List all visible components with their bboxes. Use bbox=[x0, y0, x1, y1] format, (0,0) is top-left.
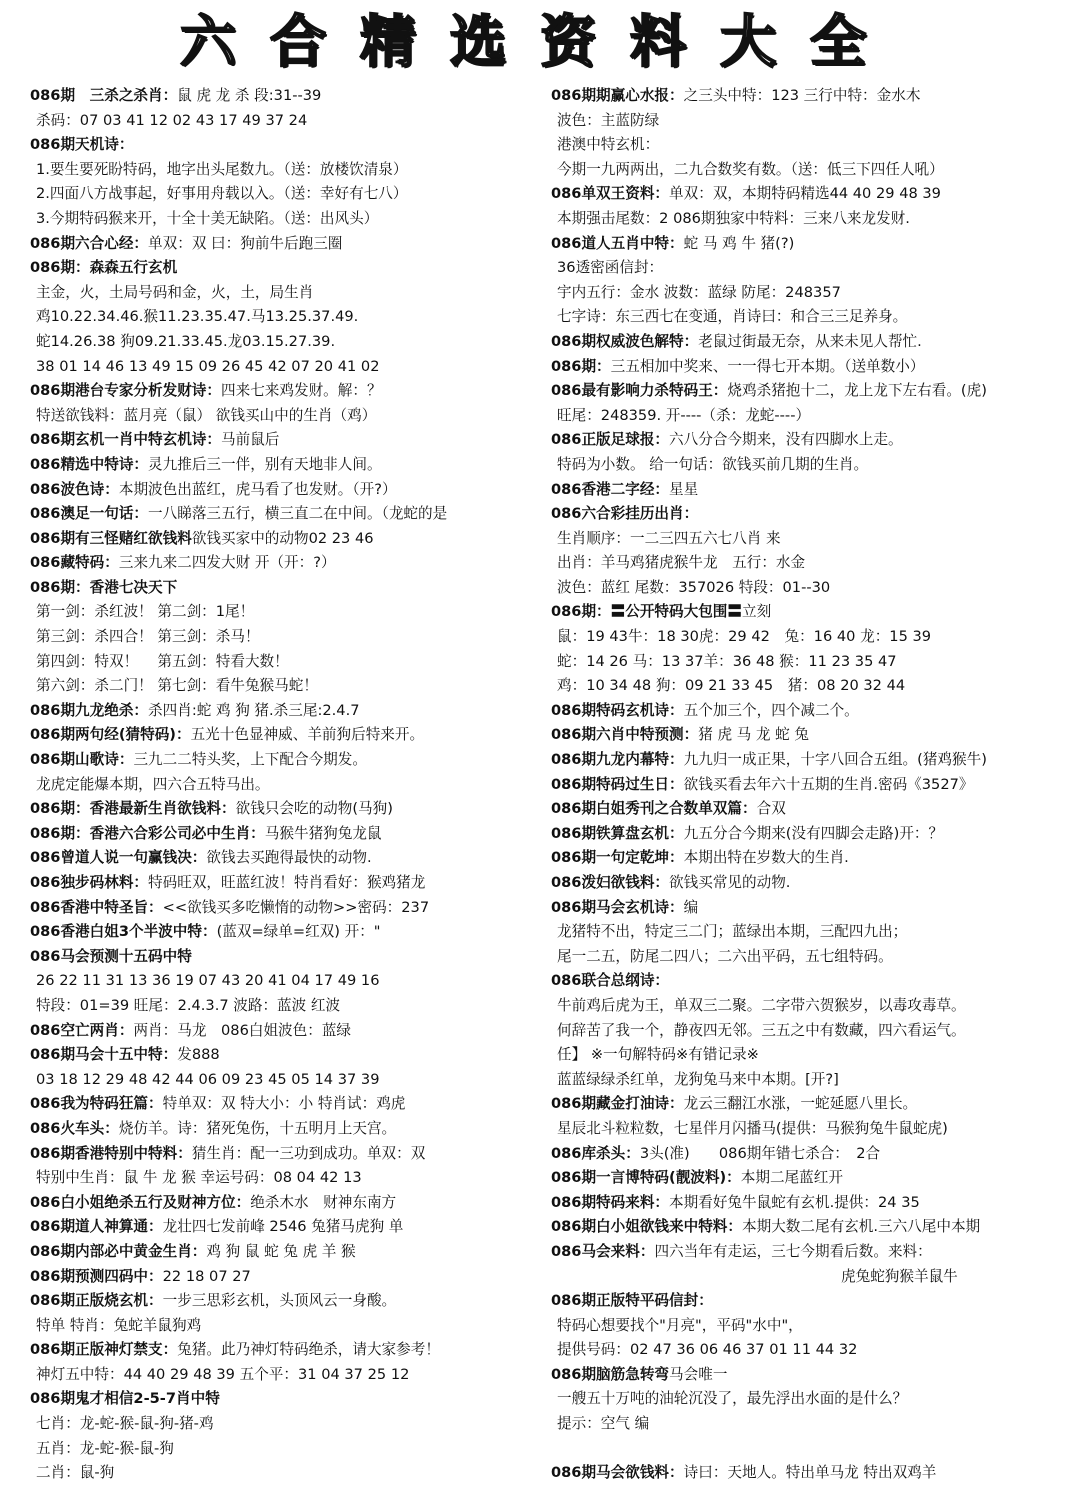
line-heading: 086泼妇欲钱料： bbox=[551, 874, 670, 891]
line-text: 四六当年有走运，三七今期看后数。来料： bbox=[654, 1242, 932, 1260]
line-text: 主金，火，土局号码和金，火，土，局生肖 bbox=[36, 283, 314, 301]
line-heading: 086期 三杀之杀肖： bbox=[30, 87, 178, 104]
left-column bbox=[30, 84, 558, 1486]
left-line bbox=[30, 1142, 558, 1167]
line-heading: 086独步码林料： bbox=[30, 874, 149, 891]
right-line bbox=[551, 1240, 1079, 1265]
line-text: 第一剑：杀红波！ 第二剑：1尾！ bbox=[36, 603, 255, 621]
line-heading: 086期特码来料： bbox=[551, 1193, 670, 1211]
line-text: 欲钱只会吃的动物(马狗) bbox=[235, 800, 393, 818]
left-line bbox=[30, 551, 558, 576]
right-line bbox=[551, 1117, 1079, 1142]
left-line bbox=[30, 1240, 558, 1265]
line-heading: 086期玄机一肖中特玄机诗： bbox=[30, 431, 221, 449]
line-heading: 086期天机诗： bbox=[30, 136, 134, 154]
line-text: 第三剑：杀四合！ 第三剑：杀马！ bbox=[36, 628, 260, 646]
line-heading: 086期正版神灯禁支： bbox=[30, 1341, 178, 1359]
line-heading: 086正版足球报： bbox=[551, 431, 670, 449]
line-text: 猪 虎 马 龙 蛇 兔 bbox=[698, 726, 809, 744]
right-line bbox=[551, 822, 1079, 847]
page-title: 六合精选资料大全 bbox=[180, 10, 900, 75]
left-line bbox=[30, 453, 558, 478]
right-line bbox=[551, 232, 1079, 257]
line-text: 旺尾：248359. 开----（杀：龙蛇----） bbox=[557, 406, 811, 424]
line-heading: 086马会预测十五码中特 bbox=[30, 947, 192, 965]
line-heading: 086期一句定乾坤： bbox=[551, 849, 684, 867]
left-line bbox=[30, 650, 558, 675]
line-text: 特单双：双 特大小：小 特肖试：鸡虎 bbox=[162, 1095, 406, 1113]
line-heading: 086期六肖中特预测： bbox=[551, 726, 699, 744]
line-text: 鼠 虎 龙 杀 段:31--39 bbox=[177, 87, 322, 104]
right-line bbox=[551, 674, 1079, 699]
line-text: 22 18 07 27 bbox=[162, 1267, 251, 1285]
line-heading: 086期：〓公开特码大包围〓 bbox=[551, 603, 742, 621]
line-text: 神灯五中特：44 40 29 48 39 五个平：31 04 37 25 12 bbox=[36, 1365, 410, 1383]
right-line bbox=[551, 723, 1079, 748]
line-text: 今期一九两两出，二九合数奖有数。（送：低三下四任人吼） bbox=[557, 160, 944, 178]
line-heading: 086期内部必中黄金生肖： bbox=[30, 1242, 207, 1260]
left-line bbox=[30, 1265, 558, 1290]
right-line bbox=[551, 1092, 1079, 1117]
line-text: 本期强击尾数：2 086期独家中特料：三来八来龙发财. bbox=[557, 209, 910, 227]
line-text: 欲钱买家中的动物02 23 46 bbox=[191, 529, 374, 547]
left-line bbox=[30, 1043, 558, 1068]
right-line bbox=[551, 871, 1079, 896]
line-text: 生肖顺序：一二三四五六七八肖 来 bbox=[557, 529, 781, 547]
right-line bbox=[551, 84, 1079, 109]
left-line bbox=[30, 896, 558, 921]
line-heading: 086期六合心经： bbox=[30, 234, 149, 252]
line-text: 九五分合今期来(没有四脚会走路)开：？ bbox=[683, 824, 944, 842]
line-heading: 086期有三怪赌红欲钱料 bbox=[30, 529, 192, 547]
line-text: 提供号码：02 47 36 06 46 37 01 11 44 32 bbox=[557, 1341, 858, 1359]
line-heading: 086期特码玄机诗： bbox=[551, 701, 684, 719]
right-line bbox=[551, 330, 1079, 355]
line-heading: 086期香港特别中特料： bbox=[30, 1144, 192, 1162]
line-heading: 086期一言博特码(靓波料)： bbox=[551, 1169, 741, 1187]
left-line bbox=[30, 1092, 558, 1117]
right-line bbox=[551, 207, 1079, 232]
right-line bbox=[551, 1166, 1079, 1191]
line-text: 单双：双 曰：狗前牛后跑三圈 bbox=[148, 234, 343, 252]
line-heading: 086期：香港最新生肖欲钱料： bbox=[30, 800, 236, 818]
line-heading: 086白小姐绝杀五行及财神方位： bbox=[30, 1193, 251, 1211]
line-text: 欲钱去买跑得最快的动物. bbox=[206, 849, 372, 867]
left-line bbox=[30, 305, 558, 330]
right-line bbox=[551, 1215, 1079, 1240]
left-line bbox=[30, 1166, 558, 1191]
line-text: 星辰北斗粒粒数，七星伴月闪播马(提供：马猴狗兔牛鼠蛇虎) bbox=[557, 1119, 948, 1137]
right-line bbox=[551, 945, 1079, 970]
left-line bbox=[30, 969, 558, 994]
right-line bbox=[551, 158, 1079, 183]
right-line bbox=[551, 1191, 1079, 1216]
left-line bbox=[30, 502, 558, 527]
left-line bbox=[30, 600, 558, 625]
line-text: 烧仿羊。诗：猪死兔伤，十五明月上天宫。 bbox=[118, 1119, 397, 1137]
right-line bbox=[551, 404, 1079, 429]
line-text: 03 18 12 29 48 42 44 06 09 23 45 05 14 37 39 bbox=[36, 1070, 380, 1088]
line-text: 发888 bbox=[177, 1046, 220, 1064]
line-heading: 086单双王资料： bbox=[551, 185, 670, 203]
line-heading: 086香港白姐3个半波中特： bbox=[30, 923, 217, 941]
line-text: 杀码：07 03 41 12 02 43 17 49 37 24 bbox=[36, 111, 308, 129]
line-heading: 086藏特码： bbox=[30, 554, 119, 572]
line-text: 波色：蓝红 尾数：357026 特段：01--30 bbox=[557, 578, 831, 596]
line-text: 星星 bbox=[669, 480, 699, 498]
line-text: 兔猪。此乃神灯特码绝杀，请大家参考！ bbox=[177, 1341, 440, 1359]
line-heading: 086期九龙内幕特： bbox=[551, 751, 684, 769]
line-text: 波色：主蓝防绿 bbox=[557, 111, 660, 129]
line-text: 蛇：14 26 马：13 37羊：36 48 猴：11 23 35 47 bbox=[557, 652, 897, 670]
line-heading: 086期白姐秀刊之合数单双篇： bbox=[551, 800, 757, 818]
left-line bbox=[30, 232, 558, 257]
line-text: 烧鸡杀猪抱十二，龙上龙下左右看。(虎) bbox=[727, 382, 987, 400]
left-line bbox=[30, 84, 558, 109]
line-text: 一八睇落三五行，横三直二在中间。（龙蛇的是 bbox=[148, 505, 448, 523]
line-text: 猜生肖：配一三功到成功。单双：双 bbox=[191, 1144, 426, 1162]
left-line bbox=[30, 625, 558, 650]
line-heading: 086期：森森五行玄机 bbox=[30, 259, 178, 277]
line-heading: 086期：香港六合彩公司必中生肖： bbox=[30, 824, 265, 842]
line-text: 之三头中特：123 三行中特：金水木 bbox=[683, 87, 921, 104]
line-heading: 086期铁算盘玄机： bbox=[551, 824, 684, 842]
line-text: 龙壮四七发前峰 2546 兔猪马虎狗 单 bbox=[162, 1218, 404, 1236]
left-line bbox=[30, 846, 558, 871]
line-text: 26 22 11 31 13 36 19 07 43 20 41 04 17 49 16 bbox=[36, 972, 380, 990]
line-text: 本期大数二尾有玄机.三六八尾中本期 bbox=[742, 1218, 981, 1236]
line-heading: 086期港台专家分析发财诗： bbox=[30, 382, 221, 400]
line-text: 特码为小数。 给一句话：欲钱买前几期的生肖。 bbox=[557, 455, 869, 473]
line-text: 立刻 bbox=[742, 603, 772, 621]
line-heading: 086期道人神算通： bbox=[30, 1218, 163, 1236]
left-line bbox=[30, 748, 558, 773]
left-line bbox=[30, 723, 558, 748]
line-heading: 086期白小姐欲钱来中特料： bbox=[551, 1218, 742, 1236]
left-line bbox=[30, 207, 558, 232]
right-line bbox=[551, 182, 1079, 207]
line-text: 任】 ※一句解特码※有错记录※ bbox=[557, 1046, 759, 1064]
left-line bbox=[30, 1387, 558, 1412]
line-text: 三五相加中奖来、一一得七开本期。（送单数小） bbox=[610, 357, 925, 375]
line-text: 蛇 马 鸡 牛 猪(?) bbox=[683, 234, 795, 252]
line-text: 马会唯一 bbox=[669, 1365, 728, 1383]
line-text: 本期出特在岁数大的生肖. bbox=[683, 849, 849, 867]
left-line bbox=[30, 945, 558, 970]
left-line bbox=[30, 797, 558, 822]
line-heading: 086最有影响力杀特码王： bbox=[551, 382, 728, 400]
left-line bbox=[30, 478, 558, 503]
line-heading: 086期权威波色解特： bbox=[551, 332, 699, 350]
right-line bbox=[551, 355, 1079, 380]
right-line bbox=[551, 527, 1079, 552]
line-text: 合双 bbox=[756, 800, 786, 818]
line-text: 一步三思彩玄机，头顶风云一身酸。 bbox=[162, 1292, 397, 1310]
right-line bbox=[551, 256, 1079, 281]
right-line bbox=[551, 281, 1079, 306]
line-text: 何辞苦了我一个，静夜四无邻。三五之中有数藏，四六看运气。 bbox=[557, 1021, 966, 1039]
line-text: 龙云三翻江水涨，一蛇延愿八里长。 bbox=[683, 1095, 918, 1113]
line-text: 3头(准) 086期年错七杀合： 2合 bbox=[639, 1144, 881, 1162]
line-text: 特别中生肖：鼠 牛 龙 猴 幸运号码：08 04 42 13 bbox=[36, 1169, 362, 1187]
line-heading: 086期预测四码中： bbox=[30, 1267, 163, 1285]
line-text: 马猴牛猪狗兔龙鼠 bbox=[264, 824, 382, 842]
line-heading: 086期： bbox=[551, 357, 611, 375]
line-heading: 086库杀头： bbox=[551, 1144, 640, 1162]
line-text: 38 01 14 46 13 49 15 09 26 45 42 07 20 41 02 bbox=[36, 357, 380, 375]
right-line bbox=[551, 625, 1079, 650]
line-text: 3.今期特码猴来开，十全十美无缺陷。（送：出风头） bbox=[36, 209, 379, 227]
left-line bbox=[30, 1461, 558, 1486]
right-line bbox=[551, 994, 1079, 1019]
line-text: 九九归一成正果，十字八回合五组。(猪鸡猴牛) bbox=[683, 751, 987, 769]
line-heading: 086马会来料： bbox=[551, 1242, 655, 1260]
line-heading: 086澳足一句话： bbox=[30, 505, 149, 523]
right-line bbox=[551, 1314, 1079, 1339]
line-text: 龙虎定能爆本期，四六合五特马出。 bbox=[36, 775, 270, 793]
line-text: 第四剑：特双！ 第五剑：特看大数！ bbox=[36, 652, 289, 670]
line-text: 马前鼠后 bbox=[221, 431, 280, 449]
left-line bbox=[30, 674, 558, 699]
line-text: 龙猪特不出，特定三二门；蓝绿出本期，三配四九出； bbox=[557, 923, 908, 941]
right-line bbox=[551, 1142, 1079, 1167]
line-text: 本期波色出蓝红，虎马看了也发财。（开?） bbox=[118, 480, 397, 498]
line-heading: 086曾道人说一句赢钱决： bbox=[30, 849, 207, 867]
right-line bbox=[551, 1338, 1079, 1363]
left-line bbox=[30, 576, 558, 601]
line-text: 蛇14.26.38 狗09.21.33.45.龙03.15.27.39. bbox=[36, 332, 336, 350]
right-line bbox=[551, 748, 1079, 773]
left-line bbox=[30, 1191, 558, 1216]
line-text: 三来九来二四发大财 开（开：?） bbox=[118, 554, 336, 572]
left-line bbox=[30, 133, 558, 158]
left-line bbox=[30, 330, 558, 355]
line-text: 欲钱买看去年六十五期的生肖.密码《3527》 bbox=[683, 775, 974, 793]
line-heading: 086期脑筋急转弯 bbox=[551, 1365, 670, 1383]
line-text: 二肖：鼠-狗 bbox=[36, 1464, 115, 1482]
line-text: 宇内五行：金水 波数：蓝绿 防尾：248357 bbox=[557, 283, 841, 301]
line-text: 老鼠过街最无奈，从来未见人帮忙. bbox=[698, 332, 922, 350]
line-heading: 086期马会玄机诗： bbox=[551, 898, 684, 916]
line-text: 五个加三个，四个减二个。 bbox=[683, 701, 859, 719]
line-text: 编 bbox=[683, 898, 699, 916]
line-heading: 086期马会十五中特： bbox=[30, 1046, 178, 1064]
line-heading: 086精选中特诗： bbox=[30, 455, 149, 473]
right-line bbox=[551, 1437, 1079, 1462]
right-line bbox=[551, 896, 1079, 921]
line-text: 单双：双，本期特码精选44 40 29 48 39 bbox=[669, 185, 941, 203]
right-line bbox=[551, 305, 1079, 330]
line-heading: 086香港二字经： bbox=[551, 480, 670, 498]
right-line bbox=[551, 379, 1079, 404]
left-line bbox=[30, 994, 558, 1019]
line-text: 特码心想要找个"月亮"，平码"水中"， bbox=[557, 1316, 803, 1334]
left-line bbox=[30, 158, 558, 183]
line-text: 提示：空气 编 bbox=[557, 1415, 650, 1433]
left-line bbox=[30, 920, 558, 945]
left-line bbox=[30, 428, 558, 453]
line-text: 一艘五十万吨的油轮沉没了，最先浮出水面的是什么？ bbox=[557, 1390, 908, 1408]
left-line bbox=[30, 1289, 558, 1314]
right-line bbox=[551, 478, 1079, 503]
right-line bbox=[551, 109, 1079, 134]
line-heading: 086六合彩挂历出肖： bbox=[551, 505, 699, 523]
right-line bbox=[551, 1068, 1079, 1093]
line-text: 三九二二特头奖，上下配合今期发。 bbox=[133, 751, 367, 769]
line-text: 牛前鸡后虎为王，单双三二聚。二字带六贺猴岁，以毒攻毒草。 bbox=[557, 996, 966, 1014]
line-text: 杀四肖:蛇 鸡 狗 猪.杀三尾:2.4.7 bbox=[148, 701, 360, 719]
line-text: 鸡 狗 鼠 蛇 兔 虎 羊 猴 bbox=[206, 1242, 356, 1260]
line-text: 诗曰：天地人。特出单马龙 特出双鸡羊 bbox=[683, 1464, 937, 1482]
line-heading: 086波色诗： bbox=[30, 480, 119, 498]
right-line bbox=[551, 502, 1079, 527]
line-text: 两肖：马龙 086白姐波色：蓝绿 bbox=[133, 1021, 352, 1039]
left-line bbox=[30, 379, 558, 404]
line-text: 36透密函信封： bbox=[557, 259, 664, 277]
right-line bbox=[551, 1265, 1079, 1290]
line-text: 本期二尾蓝红开 bbox=[740, 1169, 843, 1187]
left-line bbox=[30, 1117, 558, 1142]
left-line bbox=[30, 871, 558, 896]
line-text: 本期看好兔牛鼠蛇有玄机.提供：24 35 bbox=[669, 1193, 920, 1211]
line-text: 鼠：19 43牛：18 30虎：29 42 兔：16 40 龙：15 39 bbox=[557, 628, 932, 646]
right-line bbox=[551, 797, 1079, 822]
line-heading: 086期正版烧玄机： bbox=[30, 1292, 163, 1310]
left-line bbox=[30, 822, 558, 847]
line-text: 特段：01=39 旺尾：2.4.3.7 波路：蓝波 红波 bbox=[36, 996, 341, 1014]
line-text: 港澳中特玄机： bbox=[557, 136, 660, 154]
line-text: 五肖：龙-蛇-猴-鼠-狗 bbox=[36, 1439, 174, 1457]
right-line bbox=[551, 773, 1079, 798]
right-line bbox=[551, 428, 1079, 453]
line-text: 特码旺双，旺蓝红波！特肖看好：猴鸡猪龙 bbox=[148, 874, 426, 891]
line-heading: 086期两句经(猜特码)： bbox=[30, 726, 191, 744]
left-line bbox=[30, 256, 558, 281]
left-line bbox=[30, 109, 558, 134]
line-text: 1.要生要死盼特码，地字出头尾数九。（送：放楼饮清泉） bbox=[36, 160, 408, 178]
left-line bbox=[30, 1068, 558, 1093]
line-text: 七肖：龙-蛇-猴-鼠-狗-猪-鸡 bbox=[36, 1415, 214, 1433]
line-text: 鸡10.22.34.46.猴11.23.35.47.马13.25.37.49. bbox=[36, 308, 359, 326]
line-text: 特单 特肖：兔蛇羊鼠狗鸡 bbox=[36, 1316, 202, 1334]
line-text: 五光十色显神威、羊前狗后特来开。 bbox=[190, 726, 425, 744]
left-line bbox=[30, 355, 558, 380]
left-line bbox=[30, 281, 558, 306]
right-line bbox=[551, 576, 1079, 601]
left-line bbox=[30, 1314, 558, 1339]
line-heading: 086期特码过生日： bbox=[551, 775, 684, 793]
line-heading: 086期九龙绝杀： bbox=[30, 701, 149, 719]
left-line bbox=[30, 1437, 558, 1462]
line-text: 灵九推后三一伴，别有天地非人间。 bbox=[148, 455, 382, 473]
left-line bbox=[30, 527, 558, 552]
right-line bbox=[551, 920, 1079, 945]
line-text: 欲钱买常见的动物. bbox=[669, 874, 791, 891]
right-line bbox=[551, 1289, 1079, 1314]
line-text: 鸡：10 34 48 狗：09 21 33 45 猪：08 20 32 44 bbox=[557, 677, 906, 695]
line-text: 四来七来鸡发财。解：？ bbox=[221, 382, 382, 400]
left-line bbox=[30, 1338, 558, 1363]
line-heading: 086空亡两肖： bbox=[30, 1021, 134, 1039]
left-line bbox=[30, 404, 558, 429]
right-line bbox=[551, 650, 1079, 675]
right-line bbox=[551, 1412, 1079, 1437]
right-line bbox=[551, 969, 1079, 994]
line-text: 2.四面八方战事起，好事用舟载以入。（送：幸好有七八） bbox=[36, 185, 408, 203]
left-line bbox=[30, 182, 558, 207]
right-line bbox=[551, 1019, 1079, 1044]
right-line bbox=[551, 600, 1079, 625]
line-text: 蓝蓝绿绿杀红单，龙狗兔马来中本期。[开?] bbox=[557, 1070, 839, 1088]
right-line bbox=[551, 551, 1079, 576]
line-text: 特送欲钱料：蓝月亮（鼠） 欲钱买山中的生肖（鸡） bbox=[36, 406, 377, 424]
line-heading: 086期鬼才相信2-5-7肖中特 bbox=[30, 1390, 220, 1408]
line-text: 第六剑：杀二门！ 第七剑：看牛兔猴马蛇！ bbox=[36, 677, 318, 695]
line-text: 七字诗：东三西七在变通，肖诗曰：和合三三足养身。 bbox=[557, 308, 908, 326]
line-heading: 086期期赢心水报： bbox=[551, 87, 684, 104]
line-heading: 086火车头： bbox=[30, 1119, 119, 1137]
line-heading: 086道人五肖中特： bbox=[551, 234, 684, 252]
line-text: 出肖：羊马鸡猪虎猴牛龙 五行：水金 bbox=[557, 554, 806, 572]
left-line bbox=[30, 699, 558, 724]
line-text: <<欲钱买多吃懒惰的动物>>密码：237 bbox=[162, 898, 430, 916]
line-text: 绝杀木水 财神东南方 bbox=[250, 1193, 397, 1211]
left-line bbox=[30, 1363, 558, 1388]
line-heading: 086期马会欲钱料： bbox=[551, 1464, 684, 1482]
line-heading: 086香港中特圣旨： bbox=[30, 898, 163, 916]
left-line bbox=[30, 1412, 558, 1437]
line-text: 尾一二五，防尾二四八；二六出平码，五七组特码。 bbox=[557, 947, 893, 965]
line-text: 六八分合今期来，没有四脚水上走。 bbox=[669, 431, 903, 449]
right-line bbox=[551, 846, 1079, 871]
left-line bbox=[30, 1019, 558, 1044]
line-heading: 086期：香港七决天下 bbox=[30, 578, 178, 596]
left-line bbox=[30, 1215, 558, 1240]
right-line bbox=[551, 699, 1079, 724]
line-heading: 086我为特码狂篇： bbox=[30, 1095, 163, 1113]
line-heading: 086期藏金打油诗： bbox=[551, 1095, 684, 1113]
line-text: 虎兔蛇狗猴羊鼠牛 bbox=[841, 1267, 958, 1285]
right-line bbox=[551, 1387, 1079, 1412]
line-heading: 086期山歌诗： bbox=[30, 751, 134, 769]
right-line bbox=[551, 133, 1079, 158]
left-line bbox=[30, 773, 558, 798]
right-column bbox=[551, 84, 1079, 1486]
line-text: (蓝双=绿单=红双) 开：" bbox=[216, 923, 381, 941]
right-line bbox=[551, 1461, 1079, 1486]
right-line bbox=[551, 1363, 1079, 1388]
line-heading: 086期正版特平码信封： bbox=[551, 1292, 713, 1310]
right-line bbox=[551, 453, 1079, 478]
right-line bbox=[551, 1043, 1079, 1068]
line-heading: 086联合总纲诗： bbox=[551, 972, 670, 990]
